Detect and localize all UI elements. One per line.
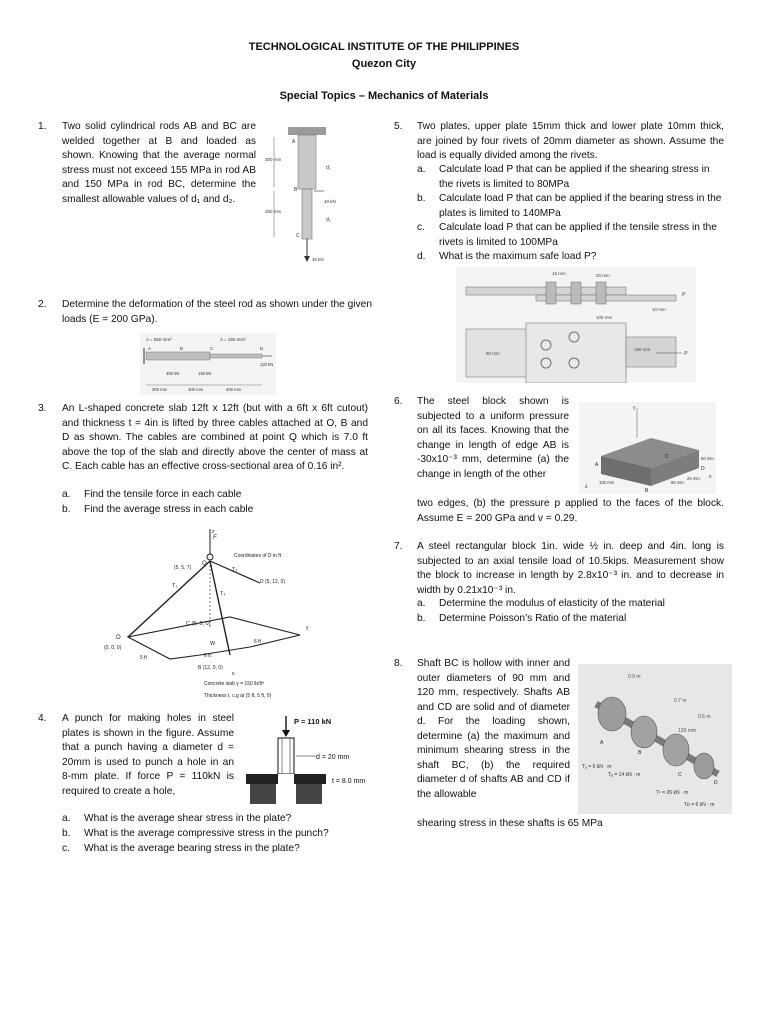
dim-07m-label: 0.7 m — [674, 698, 687, 704]
point-o-label: O — [116, 635, 121, 641]
sub-text: What is the average bearing stress in the plate? — [84, 843, 300, 854]
dim-80mm-label: 80 mm — [671, 480, 684, 485]
tension-t3-label: T₃ — [232, 567, 238, 573]
sub-label: b. — [62, 828, 71, 839]
length-bc-label: 250 mm — [265, 209, 282, 214]
axis-y-label: y — [306, 625, 309, 631]
dim-150mm-label: 150 mm — [634, 347, 651, 352]
dim-10mm-label: 10 mm — [652, 307, 666, 312]
problem-text: A punch for making holes in steel plates is shown in the figure. Assume that a punch having a diameter d = 20mm is used to punch a hole in an 8-mm plate. If force P = 110kN is required to create a hole, — [62, 713, 234, 797]
problem-number: 7. — [394, 541, 403, 552]
axis-x-label: x — [232, 671, 235, 677]
point-b-label: B — [180, 346, 184, 351]
length-3-label: 400 mm — [226, 387, 242, 392]
point-b-label: B — [638, 750, 642, 756]
length-2-label: 300 mm — [188, 387, 204, 392]
point-d-label: D — [714, 780, 718, 786]
point-q-label: Q — [202, 561, 207, 567]
slab-density-label: Concrete slab γ = 150 lb/ft³ — [204, 681, 264, 687]
dim-09m-label: 0.9 m — [628, 674, 641, 680]
point-a-label: A — [292, 139, 296, 145]
area-550-label: A = 550 mm² — [146, 337, 172, 342]
dim-50mm-label: 50 mm — [701, 456, 714, 461]
rods-figure — [264, 125, 352, 265]
sub-text: Determine Poisson’s Ratio of the material — [439, 613, 627, 624]
problem-text: Determine the deformation of the steel rod as shown under the given loads (E = 200 GPa). — [62, 299, 372, 325]
problem-number: 1. — [38, 121, 47, 132]
sub-text: Find the tensile force in each cable — [84, 489, 242, 500]
sub-text: Calculate load P that can be applied if the bearing stress in the plates is limited to 140MPa — [439, 193, 722, 219]
slab-thickness-label: Thickness t, c.g at (5 ft, 5 ft, 0) — [204, 693, 272, 699]
sub-question-d — [417, 250, 724, 265]
sub-text: What is the maximum safe load P? — [439, 251, 597, 262]
sub-label: a. — [417, 598, 426, 609]
origin-coords-label: (0, 0, 0) — [104, 645, 122, 651]
force-p-label: P = 110 kN — [294, 717, 332, 726]
point-d-label: D — [260, 346, 264, 351]
problem-number: 3. — [38, 403, 47, 414]
length-ab-label: 300 mm — [265, 157, 282, 162]
force-120kn-label: 120 kN — [260, 362, 274, 367]
load-30kn-label: 30 kN — [312, 257, 324, 262]
problem-text: Shaft BC is hollow with inner and outer diameters of 90 mm and 120 mm, respectively. Shafts AB and CD are solid and of diameter d. For the loading shown, determine (a) the maximum and minimum shearing stress in the shaft BC, (b) the required diameter d of shafts AB and CD if the allowable — [417, 658, 570, 800]
dim-6ft-a-label: 6 ft — [204, 653, 211, 659]
institution-title: TECHNOLOGICAL INSTITUTE OF THE PHILIPPINES — [248, 41, 520, 53]
coords-caption: Coordinates of D in ft — [234, 553, 281, 559]
q-coords-label: (5, 5, 7) — [174, 565, 192, 571]
dim-20mm-label: 20 mm — [596, 273, 610, 278]
sub-text: What is the average compressive stress in the punch? — [84, 828, 329, 839]
course-title: Special Topics – Mechanics of Materials — [279, 90, 489, 102]
thickness-t-label: t = 8.0 mm — [332, 778, 366, 785]
sub-text: What is the average shear stress in the plate? — [84, 813, 292, 824]
sub-question-b — [417, 192, 724, 221]
point-a-label: A — [148, 346, 152, 351]
d1-label: d₁ — [326, 165, 331, 171]
axis-z-label: z — [212, 529, 215, 535]
sub-question-b — [62, 503, 368, 518]
point-c-label: C — [665, 454, 669, 460]
dim-25mm-label: 25 mm — [687, 476, 700, 481]
sub-question-c — [417, 221, 724, 250]
point-d-label: D (5, 12, 0) — [260, 579, 286, 585]
axis-y-label: y — [633, 405, 636, 411]
point-a-label: A — [600, 740, 604, 746]
point-c-label: C — [678, 772, 682, 778]
problem-number: 5. — [394, 121, 403, 132]
sub-question-b — [62, 827, 372, 842]
sub-label: b. — [417, 193, 426, 204]
problem-number: 8. — [394, 658, 403, 669]
point-b-label: B — [294, 187, 298, 193]
point-c-label: C (5, 5, 0) — [186, 621, 211, 627]
problem-text: Two solid cylindrical rods AB and BC are welded together at B and loaded as shown. Knowing that the average normal stress must not exceed 155 MPa in rod AB and 150 MPa in rod BC, determine the smallest allowable values of d₁ and d₂. — [62, 121, 256, 205]
weight-w-label: W — [210, 641, 216, 647]
riveted-plates-figure — [456, 267, 696, 383]
dim-100mm-label: 100 mm — [599, 480, 615, 485]
load-40kn-label: 40 kN — [324, 199, 336, 204]
problem-text: A steel rectangular block 1in. wide ½ in. deep and 4in. long is subjected to an axial tensile load of 10.5kips. Measurement show the block to increase in length by 2.8x10⁻³ in. and to decrease in width by 0.21x10⁻³ in. — [417, 541, 724, 596]
sub-label: a. — [62, 813, 71, 824]
point-b-label: B (12, 0, 0) — [198, 665, 223, 671]
tension-t2-label: T₂ — [220, 591, 226, 597]
force-300kn-label: 300 kN — [166, 371, 180, 376]
torque-td-label: Tᴅ = 6 kN · m — [684, 802, 715, 808]
shaft-figure — [578, 664, 732, 814]
sub-text: Find the average stress in each cable — [84, 504, 254, 515]
point-a-label: A — [595, 462, 599, 468]
sub-label: c. — [62, 843, 70, 854]
city-subtitle: Quezon City — [351, 58, 417, 70]
problem-text-continued: shearing stress in these shafts is 65 MPa — [417, 818, 603, 829]
load-p-bottom-label: P — [684, 351, 688, 357]
point-c-label: C — [210, 346, 214, 351]
sub-label: d. — [417, 251, 426, 262]
tension-t1-label: T₁ — [172, 583, 178, 589]
problem-text: The steel block shown is subjected to a uniform pressure on all its faces. Knowing that the change in length of edge AB is -30x10⁻³ mm, determine (a) the change in length of the other — [417, 396, 569, 480]
steel-rod-figure — [140, 333, 276, 395]
point-b-label: B — [645, 488, 649, 494]
dim-5ft-label: 5 ft — [140, 655, 147, 661]
sub-question-b — [417, 612, 724, 627]
sub-label: b. — [62, 504, 71, 515]
sub-label: b. — [417, 613, 426, 624]
length-1-label: 300 mm — [152, 387, 168, 392]
dim-100mm-label: 100 mm — [596, 315, 613, 320]
force-150kn-label: 150 kN — [198, 371, 212, 376]
sub-label: a. — [62, 489, 71, 500]
sub-question-a — [417, 597, 724, 612]
sub-label: a. — [417, 164, 426, 175]
problem-number: 4. — [38, 713, 47, 724]
dim-80mm-label: 80 mm — [486, 351, 500, 356]
point-d-label: D — [701, 466, 705, 472]
torque-tc-label: Tᶜ = 26 kN · m — [656, 790, 689, 796]
problem-text: Two plates, upper plate 15mm thick and lower plate 10mm thick, are joined by four rivets of 20mm diameter as shown. Assume the load is equally divided among the rivets. — [417, 121, 724, 161]
axis-z-label: z — [585, 484, 588, 490]
torque-ta-label: Tₐ = 6 kN · m — [582, 764, 612, 770]
steel-block-figure — [579, 402, 716, 494]
sub-question-c — [62, 842, 372, 857]
dim-05m-label: 0.5 m — [698, 714, 711, 720]
dim-15mm-label: 15 mm — [552, 271, 566, 276]
sub-question-a — [62, 812, 372, 827]
dim-6ft-b-label: 6 ft — [254, 639, 261, 645]
load-p-top-label: P — [682, 292, 686, 298]
area-190-label: A = 190 mm² — [220, 337, 246, 342]
sub-text: Calculate load P that can be applied if the tensile stress in the rivets is limited to 100MPa — [439, 222, 717, 248]
problem-number: 2. — [38, 299, 47, 310]
sub-text: Determine the modulus of elasticity of the material — [439, 598, 665, 609]
force-f-label: F — [213, 535, 217, 541]
problem-text: An L-shaped concrete slab 12ft x 12ft (but with a 6ft x 6ft cutout) and thickness t = 4in is lifted by three cables attached at O, B and D as shown. The cables are combined at point Q which is 7.0 ft above the top of the slab and directly above the center of mass at C. Each cable has an effective cross-sectional area of 0.16 in². — [62, 403, 368, 472]
d2-label: d₂ — [326, 217, 331, 223]
torque-tb-label: Tᵦ = 14 kN · m — [608, 772, 641, 778]
dim-120mm-label: 120 mm — [678, 728, 697, 734]
diameter-d-label: d = 20 mm — [316, 754, 350, 761]
problem-number: 6. — [394, 396, 403, 407]
problem-text-continued: two edges, (b) the pressure p applied to the faces of the block. Assume E = 200 GPa and v = 0.29. — [417, 498, 724, 524]
sub-question-a — [417, 163, 724, 192]
punch-figure — [242, 712, 378, 808]
axis-x-label: x — [709, 474, 712, 480]
point-c-label: C — [296, 233, 300, 239]
sub-text: Calculate load P that can be applied if the shearing stress in the rivets is limited to 80MPa — [439, 164, 710, 190]
slab-figure — [100, 525, 318, 703]
sub-label: c. — [417, 222, 425, 233]
sub-question-a — [62, 488, 368, 503]
